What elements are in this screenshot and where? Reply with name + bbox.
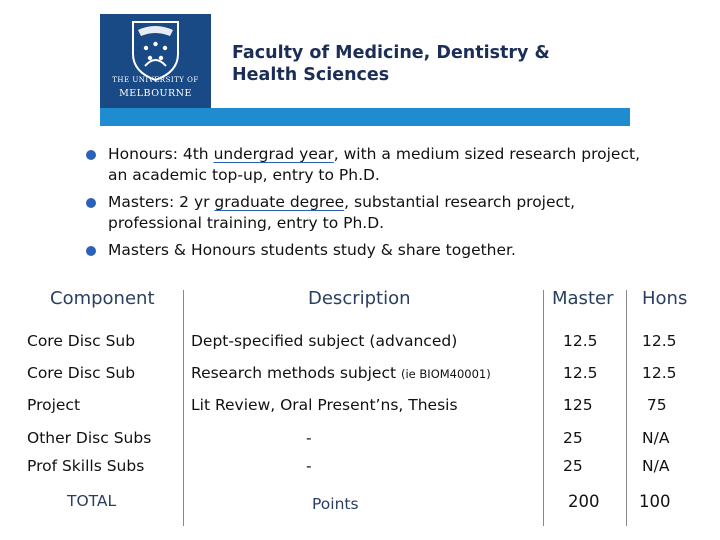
table-cell-master: 25 (563, 457, 583, 475)
table-cell-description (191, 364, 491, 382)
bullet-honours (86, 144, 686, 186)
table-cell-master: 125 (563, 396, 593, 414)
bullet-link[interactable]: graduate degree (214, 193, 345, 211)
table-cell-component: Core Disc Sub (27, 332, 136, 350)
faculty-title (232, 42, 550, 86)
bullet-text: , with a medium sized research project, (333, 145, 640, 163)
table-cell-component: Other Disc Subs (27, 429, 152, 447)
column-header-hons: Hons (642, 288, 688, 309)
bullet-text: , substantial research project, (344, 193, 576, 211)
column-header-description: Description (308, 288, 411, 309)
description-text: Research methods subject (191, 364, 401, 382)
column-divider (183, 290, 184, 526)
bullet-dot-icon (86, 198, 96, 208)
table-cell-component: Prof Skills Subs (27, 457, 145, 475)
total-master: 200 (568, 492, 600, 511)
bullet-link[interactable]: undergrad year (213, 145, 334, 163)
bullet-text: Masters: 2 yr (108, 193, 215, 211)
table-cell-master: 12.5 (563, 332, 598, 350)
bullet-shared (86, 240, 686, 261)
column-header-component: Component (50, 288, 155, 309)
table-cell-hons: 12.5 (642, 364, 677, 382)
table-cell-hons: N/A (642, 429, 670, 447)
table-cell-description: Dept-specified subject (advanced) (191, 332, 458, 350)
description-note: (ie BIOM40001) (401, 367, 491, 381)
table-cell-hons: 75 (642, 396, 667, 414)
bullet-text-line2: an academic top-up, entry to Ph.D. (108, 166, 380, 184)
logo-text-top: THE UNIVERSITY OF (112, 76, 199, 84)
bullet-masters (86, 192, 686, 234)
bullet-dot-icon (86, 150, 96, 160)
table-cell-component: Project (27, 396, 81, 414)
table-cell-component: Core Disc Sub (27, 364, 136, 382)
column-header-master: Master (552, 288, 614, 309)
column-divider (543, 290, 544, 526)
table-cell-description: - (306, 429, 312, 447)
faculty-title-line2: Health Sciences (232, 65, 390, 85)
header-accent-bar (100, 108, 630, 126)
total-hons: 100 (639, 492, 671, 511)
bullet-text-line2: professional training, entry to Ph.D. (108, 214, 385, 232)
bullet-dot-icon (86, 246, 96, 256)
table-cell-description: - (306, 457, 312, 475)
total-label: TOTAL (67, 492, 117, 510)
bullet-text: Masters & Honours students study & share together. (108, 241, 516, 259)
bullet-list (86, 144, 686, 267)
table-cell-master: 12.5 (563, 364, 598, 382)
column-divider (626, 290, 627, 526)
table-cell-hons: N/A (642, 457, 670, 475)
faculty-title-line1: Faculty of Medicine, Dentistry & (232, 43, 550, 63)
total-description: Points (312, 495, 359, 513)
logo-text-bottom: MELBOURNE (119, 88, 192, 99)
table-cell-master: 25 (563, 429, 583, 447)
university-logo (100, 14, 211, 108)
table-cell-hons: 12.5 (642, 332, 677, 350)
table-cell-description: Lit Review, Oral Present’ns, Thesis (191, 396, 458, 414)
bullet-text: Honours: 4th (108, 145, 214, 163)
